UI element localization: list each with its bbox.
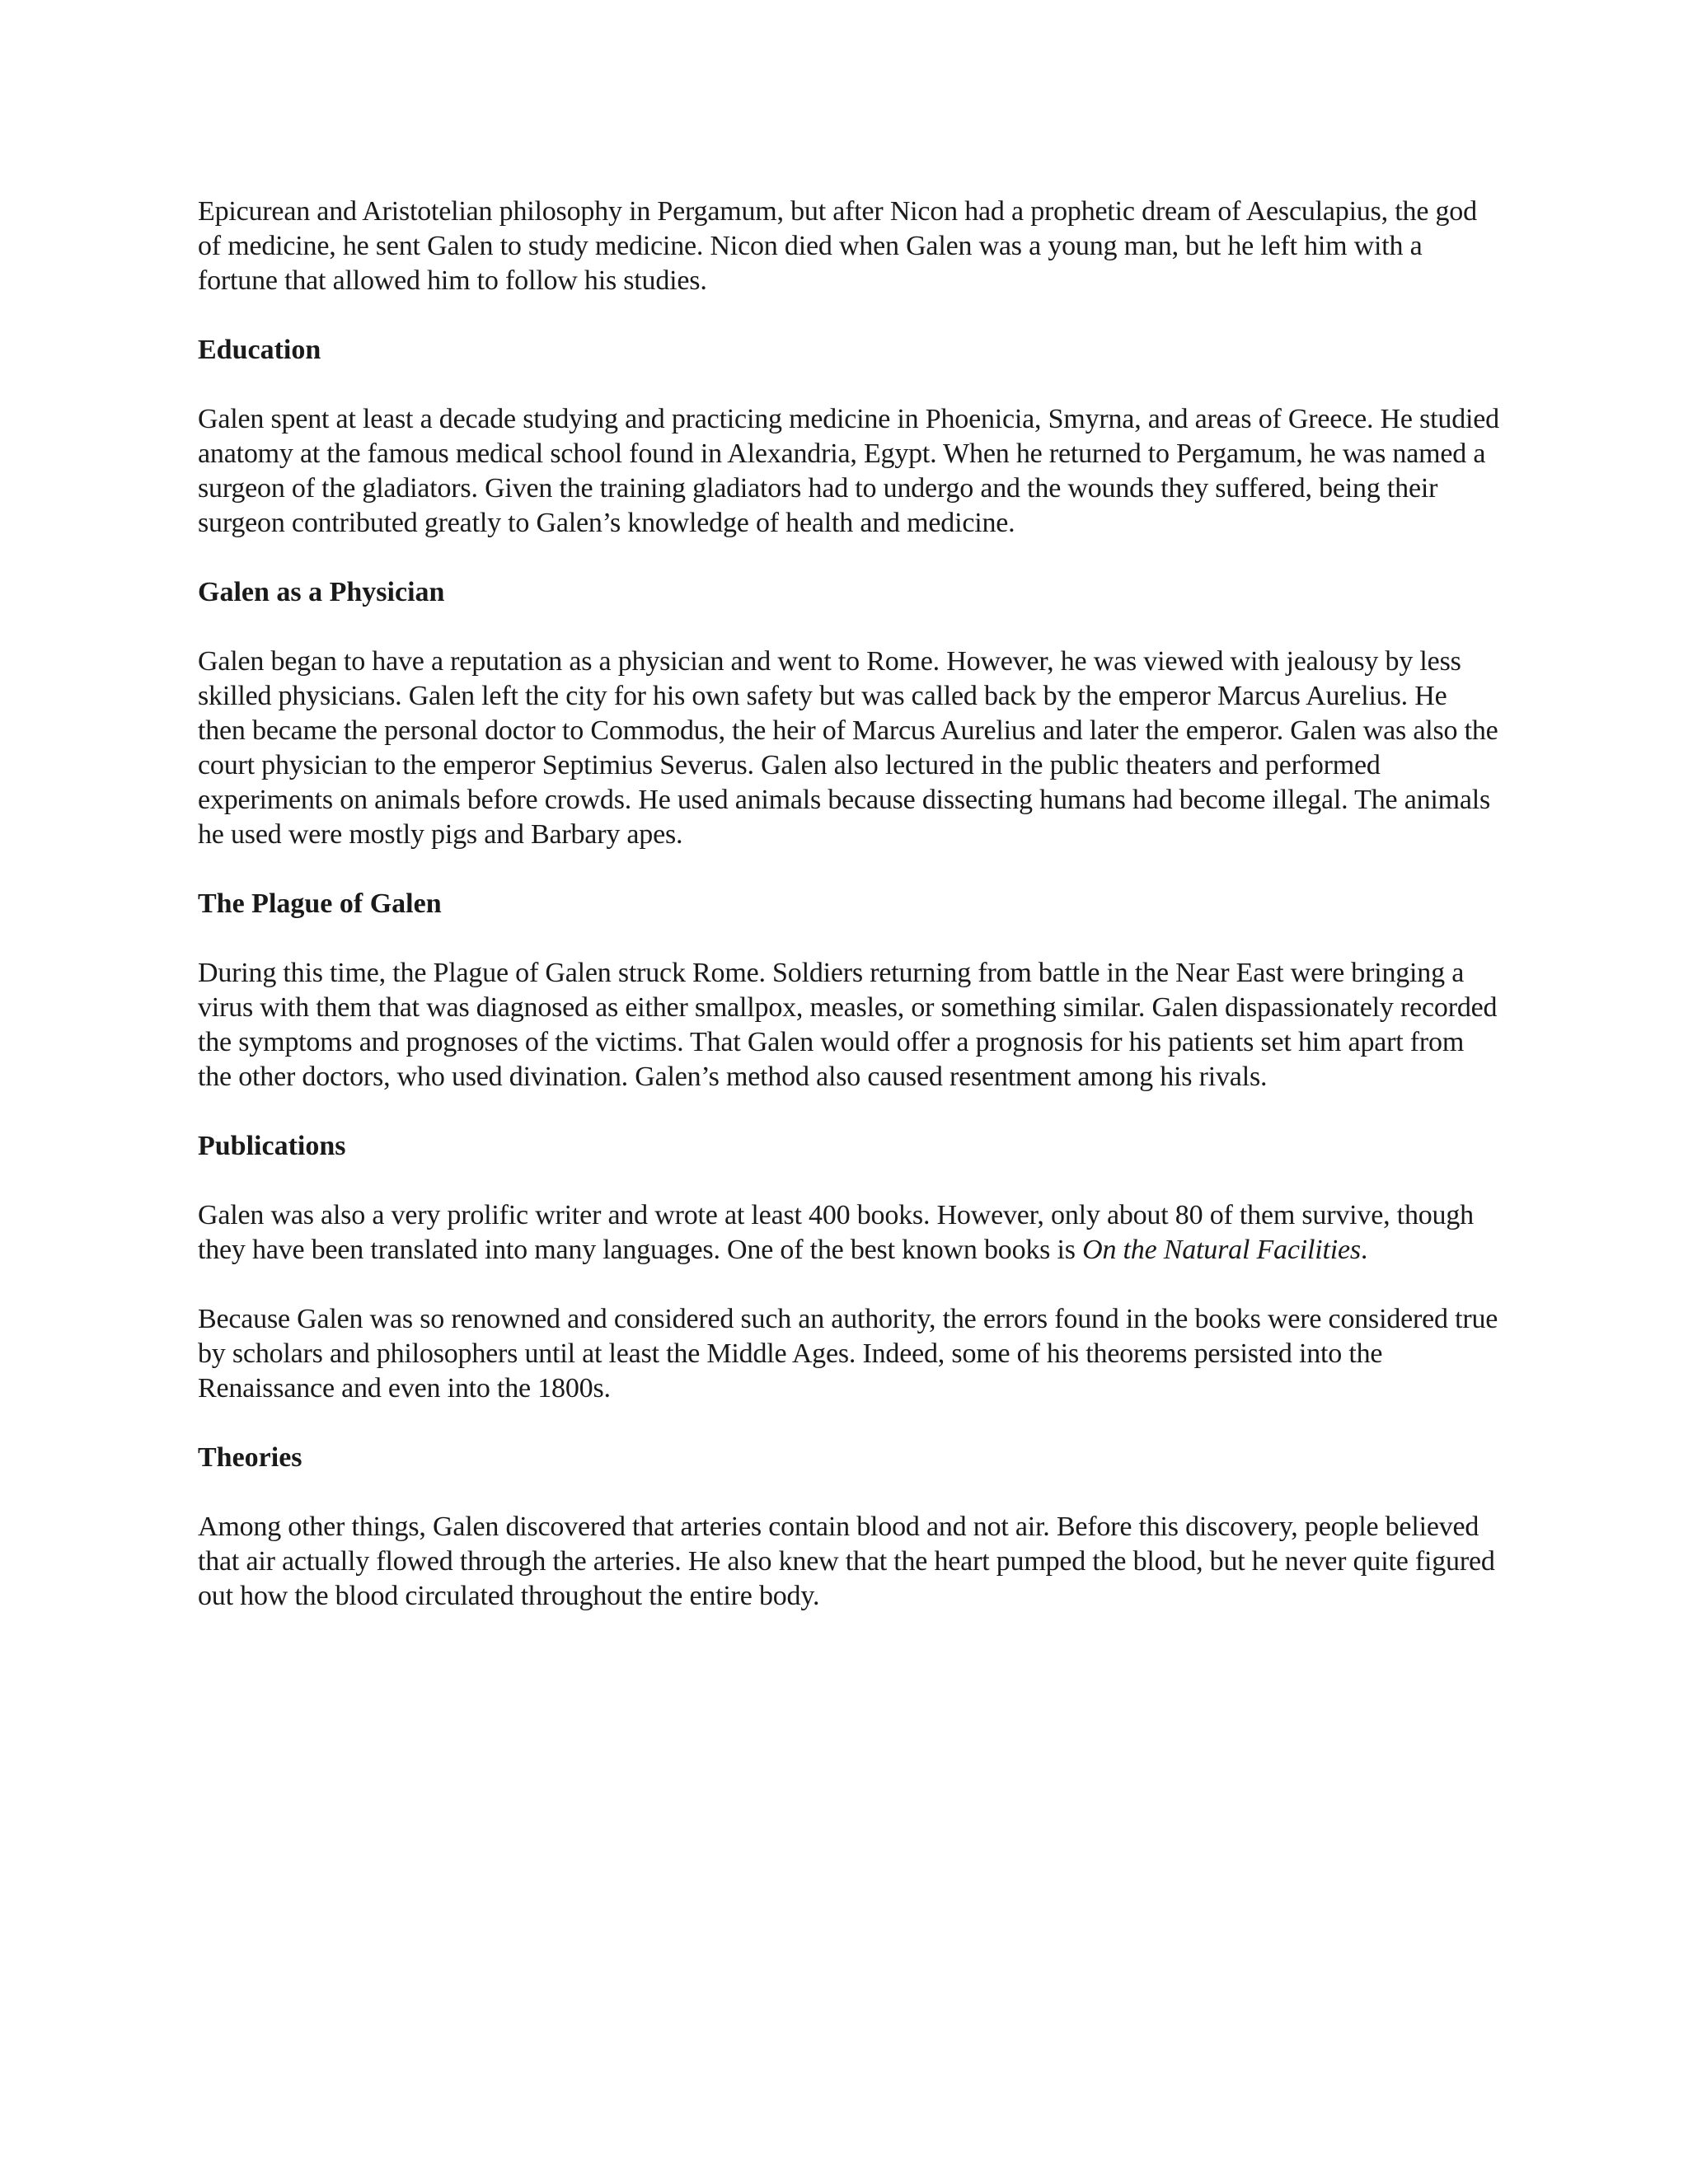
section-heading-physician: Galen as a Physician [198,577,445,607]
publications-paragraph [198,1198,1500,1268]
intro-paragraph: Epicurean and Aristotelian philosophy in Pergamum, but after Nicon had a prophetic dream of Aesculapius, the god of medicine, he sent Galen to study medicine. Nicon died when Galen was a young man, but he left him with a fortune that allowed him to follow his studies. [198,196,1477,296]
section-heading-plague: The Plague of Galen [198,888,442,919]
section-heading-publications: Publications [198,1131,346,1161]
publications-text: Galen was also a very prolific writer and wrote at least 400 books. However, only about 80 of them survive, though they have been translated into many languages. One of the best known books is [198,1200,1474,1265]
section-heading-education: Education [198,335,321,365]
plague-paragraph: During this time, the Plague of Galen struck Rome. Soldiers returning from battle in the Near East were bringing a virus with them that was diagnosed as either smallpox, measles, or something similar. Galen dispassionately recorded the symptoms and prognoses of the victims. That Galen would offer a prognosis for his patients set him apart from the other doctors, who used divination. Galen’s method also caused resentment among his rivals. [198,958,1498,1092]
physician-paragraph: Galen began to have a reputation as a physician and went to Rome. However, he was viewed with jealousy by less skilled physicians. Galen left the city for his own safety but was called back by the emperor Marcus Aurelius. He then became the personal doctor to Commodus, the heir of Marcus Aurelius and later the emperor. Galen was also the court physician to the emperor Septimius Severus. Galen also lectured in the public theaters and performed experiments on animals before crowds. He used animals because dissecting humans had become illegal. The animals he used were mostly pigs and Barbary apes. [198,646,1498,850]
book-title: On the Natural Facilities [1082,1235,1361,1265]
publications-paragraph-2: Because Galen was so renowned and considered such an authority, the errors found in the books were considered true by scholars and philosophers until at least the Middle Ages. Indeed, some of his theorems persisted into the Renaissance and even into the 1800s. [198,1304,1498,1404]
theories-paragraph: Among other things, Galen discovered that arteries contain blood and not air. Before this discovery, people believed that air actually flowed through the arteries. He also knew that the heart pumped the blood, but he never quite figured out how the blood circulated throughout the entire body. [198,1511,1495,1611]
education-paragraph: Galen spent at least a decade studying and practicing medicine in Phoenicia, Smyrna, and areas of Greece. He studied anatomy at the famous medical school found in Alexandria, Egypt. When he returned to Pergamum, he was named a surgeon of the gladiators. Given the training gladiators had to undergo and the wounds they suffered, being their surgeon contributed greatly to Galen’s knowledge of health and medicine. [198,404,1499,538]
section-heading-theories: Theories [198,1442,302,1473]
publications-period: . [1360,1235,1368,1265]
document-body [198,194,1500,1648]
